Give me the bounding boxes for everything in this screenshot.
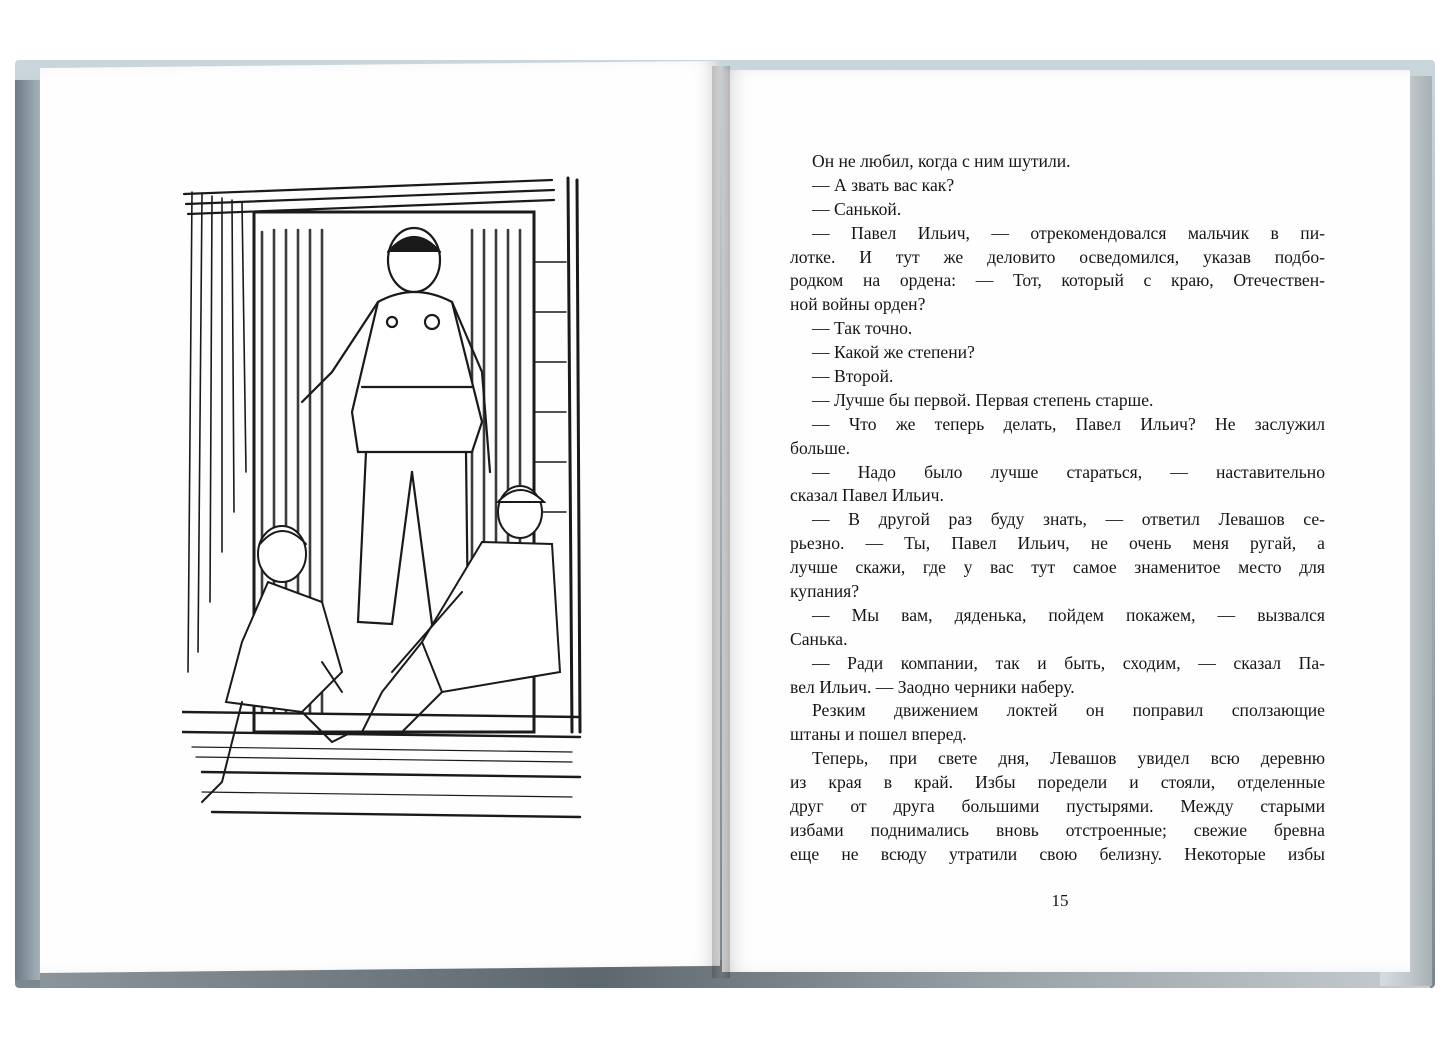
text-line: больше.: [790, 437, 851, 458]
text-line: — Лучше бы первой. Первая степень старше.: [812, 389, 1154, 410]
text-line: — Что же теперь делать, Павел Ильич? Не заслужил: [812, 413, 1325, 434]
page-number: 15: [1051, 891, 1069, 910]
text-line: — Павел Ильич, — отрекомендовался мальчик в пи-: [812, 222, 1325, 243]
text-line: избами поднимались вновь отстроенные; свежие бревна: [790, 819, 1325, 840]
text-line: еще не всюду утратили свою белизну. Некоторые избы: [790, 843, 1325, 864]
illustration-icon: [182, 172, 582, 822]
text-line: ной войны орден?: [790, 294, 926, 315]
text-line: — Ради компании, так и быть, сходим, — сказал Па-: [812, 652, 1325, 673]
text-line: сказал Павел Ильич.: [790, 485, 944, 506]
text-line: Теперь, при свете дня, Левашов увидел всю деревню: [812, 748, 1325, 769]
text-line: — Санькой.: [812, 198, 902, 219]
text-line: рьезно. — Ты, Павел Ильич, не очень меня ругай, а: [790, 533, 1325, 554]
book-gutter: [712, 66, 730, 978]
text-line: Резким движением локтей он поправил сползающие: [812, 700, 1325, 721]
text-line: — Какой же степени?: [812, 342, 975, 363]
text-line: — Второй.: [812, 366, 894, 387]
text-line: вел Ильич. — Заодно черники наберу.: [790, 676, 1075, 697]
text-line: из края в край. Избы поредели и стояли, отделенные: [790, 772, 1325, 793]
text-line: — Мы вам, дяденька, пойдем покажем, — вызвался: [812, 604, 1325, 625]
text-line: Санька.: [790, 628, 848, 649]
text-line: — В другой раз буду знать, — ответил Левашов се-: [812, 509, 1325, 530]
text-line: штаны и пошел вперед.: [790, 724, 967, 745]
text-line: друг от друга большими пустырями. Между старыми: [790, 796, 1325, 817]
text-line: купания?: [790, 581, 860, 602]
text-line: лучше скажи, где у вас тут самое знаменитое место для: [790, 557, 1325, 578]
text-line: — Так точно.: [812, 318, 913, 339]
text-line: Он не любил, когда с ним шутили.: [812, 151, 1071, 171]
text-line: — А звать вас как?: [812, 174, 955, 195]
text-line: лотке. И тут же деловито осведомился, указав подбо-: [790, 246, 1325, 267]
text-line: — Надо было лучше стараться, — наставительно: [812, 461, 1325, 482]
page-text: [790, 150, 1325, 867]
text-line: родком на ордена: — Тот, который с краю, Отечествен-: [790, 270, 1325, 291]
